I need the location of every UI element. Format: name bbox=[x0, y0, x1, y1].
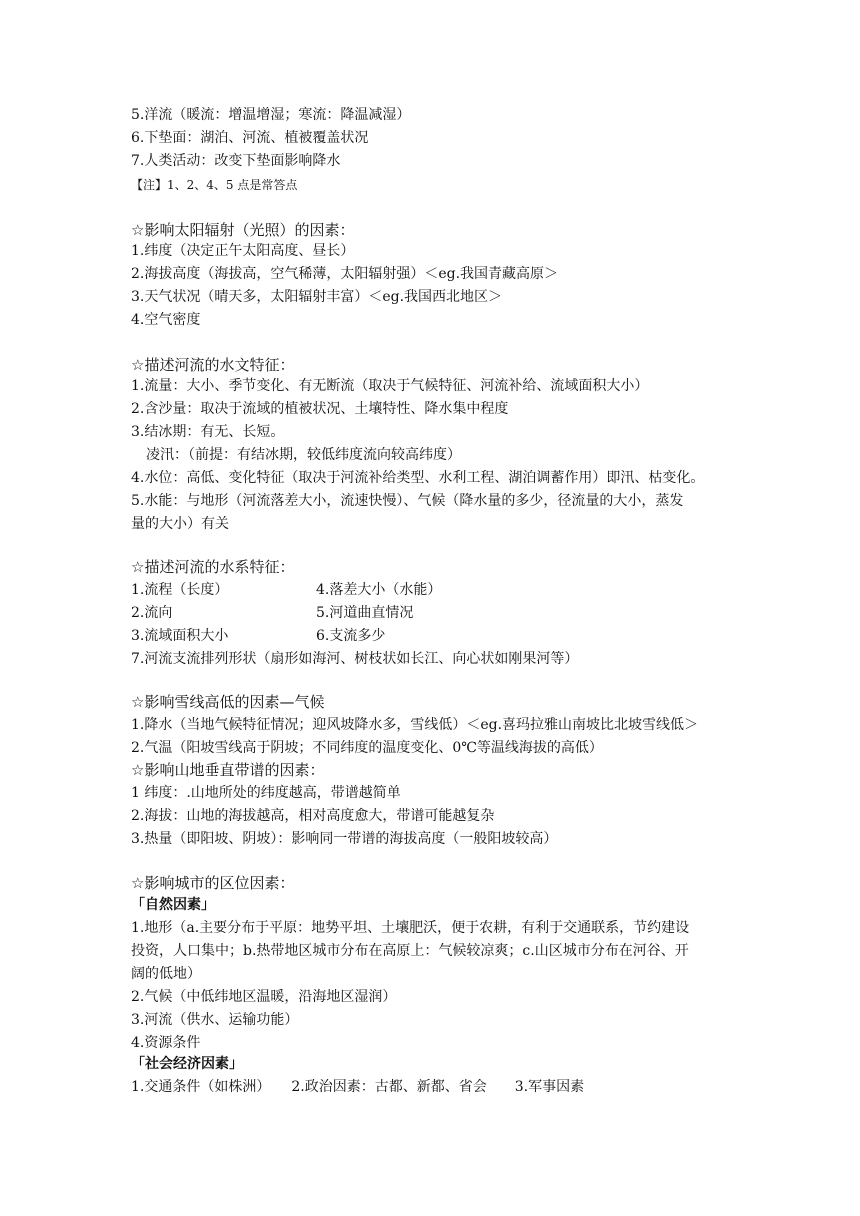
text-line: 1.降水（当地气候特征情况；迎风坡降水多，雪线低）＜eg.喜玛拉雅山南坡比北坡雪线低＞ bbox=[131, 717, 699, 733]
text-line: 7.人类活动：改变下垫面影响降水 bbox=[131, 153, 341, 169]
text-line: 3.河流（供水、运输功能） bbox=[131, 1012, 299, 1028]
text-line: 2.海拔高度（海拔高，空气稀薄，太阳辐射强）＜eg.我国青藏高原＞ bbox=[131, 266, 559, 282]
text-line: 1.流程（长度） bbox=[131, 582, 229, 598]
text-line: 4.空气密度 bbox=[131, 312, 201, 328]
text-line: 阔的低地） bbox=[131, 966, 201, 982]
text-line: 2.含沙量：取决于流域的植被状况、土壤特性、降水集中程度 bbox=[131, 401, 509, 417]
text-line: 4.资源条件 bbox=[131, 1035, 201, 1051]
section-heading-sunlight: ☆影响太阳辐射（光照）的因素： bbox=[131, 221, 355, 239]
text-line: 凌汛：（前提：有结冰期，较低纬度流向较高纬度） bbox=[146, 447, 461, 463]
text-line: 1.纬度（决定正午太阳高度、昼长） bbox=[131, 243, 355, 259]
text-line: 1.流量：大小、季节变化、有无断流（取决于气候特征、河流补给、流域面积大小） bbox=[131, 378, 649, 394]
section-heading-river-system: ☆描述河流的水系特征： bbox=[131, 558, 295, 576]
section-heading-vertical-zone: ☆影响山地垂直带谱的因素： bbox=[131, 761, 325, 779]
text-line: 1.地形（a.主要分布于平原：地势平坦、土壤肥沃，便于农耕，有利于交通联系，节约建设 bbox=[131, 920, 690, 936]
text-line: 3.结冰期：有无、长短。 bbox=[131, 424, 285, 440]
text-line: 5.洋流（暖流：增温增湿；寒流：降温减湿） bbox=[131, 107, 411, 123]
text-line: 4.水位：高低、变化特征（取决于河流补给类型、水利工程、湖泊调蓄作用）即汛、枯变化。 bbox=[131, 470, 705, 486]
text-line: 1 纬度：.山地所处的纬度越高，带谱越简单 bbox=[131, 785, 401, 801]
text-line: 1.交通条件（如株洲） 2.政治因素：古都、新都、省会 3.军事因素 bbox=[131, 1079, 585, 1095]
text-line: 2.流向 bbox=[131, 605, 173, 621]
subsection-title: 「社会经济因素」 bbox=[131, 1056, 243, 1072]
section-heading-hydrology: ☆描述河流的水文特征： bbox=[131, 356, 295, 374]
text-line: 5.水能：与地形（河流落差大小，流速快慢）、气候（降水量的多少，径流量的大小，蒸发 bbox=[131, 493, 684, 509]
text-line: 4.落差大小（水能） bbox=[316, 582, 442, 598]
text-line: 3.天气状况（晴天多，太阳辐射丰富）＜eg.我国西北地区＞ bbox=[131, 289, 503, 305]
text-line: 3.热量（即阳坡、阴坡）：影响同一带谱的海拔高度（一般阳坡较高） bbox=[131, 831, 558, 847]
section-heading-city: ☆影响城市的区位因素： bbox=[131, 874, 295, 892]
subsection-title: 「自然因素」 bbox=[131, 897, 215, 913]
text-line: 2.海拔：山地的海拔越高，相对高度愈大，带谱可能越复杂 bbox=[131, 808, 495, 824]
text-line: 7.河流支流排列形状（扇形如海河、树枝状如长江、向心状如刚果河等） bbox=[131, 651, 579, 667]
text-line: 5.河道曲直情况 bbox=[316, 605, 414, 621]
text-line: 6.支流多少 bbox=[316, 628, 386, 644]
text-line: 投资，人口集中；b.热带地区城市分布在高原上：气候较凉爽；c.山区城市分布在河谷、开 bbox=[131, 943, 689, 959]
text-line: 6.下垫面：湖泊、河流、植被覆盖状况 bbox=[131, 130, 369, 146]
section-heading-snowline: ☆影响雪线高低的因素—气候 bbox=[131, 693, 325, 711]
text-line: 3.流域面积大小 bbox=[131, 628, 229, 644]
text-line: 2.气温（阳坡雪线高于阴坡；不同纬度的温度变化、0℃等温线海拔的高低） bbox=[131, 740, 603, 756]
text-line: 2.气候（中低纬地区温暖，沿海地区湿润） bbox=[131, 989, 397, 1005]
note-line: 【注】1、2、4、5 点是常答点 bbox=[131, 178, 298, 192]
text-line: 量的大小）有关 bbox=[131, 516, 229, 532]
